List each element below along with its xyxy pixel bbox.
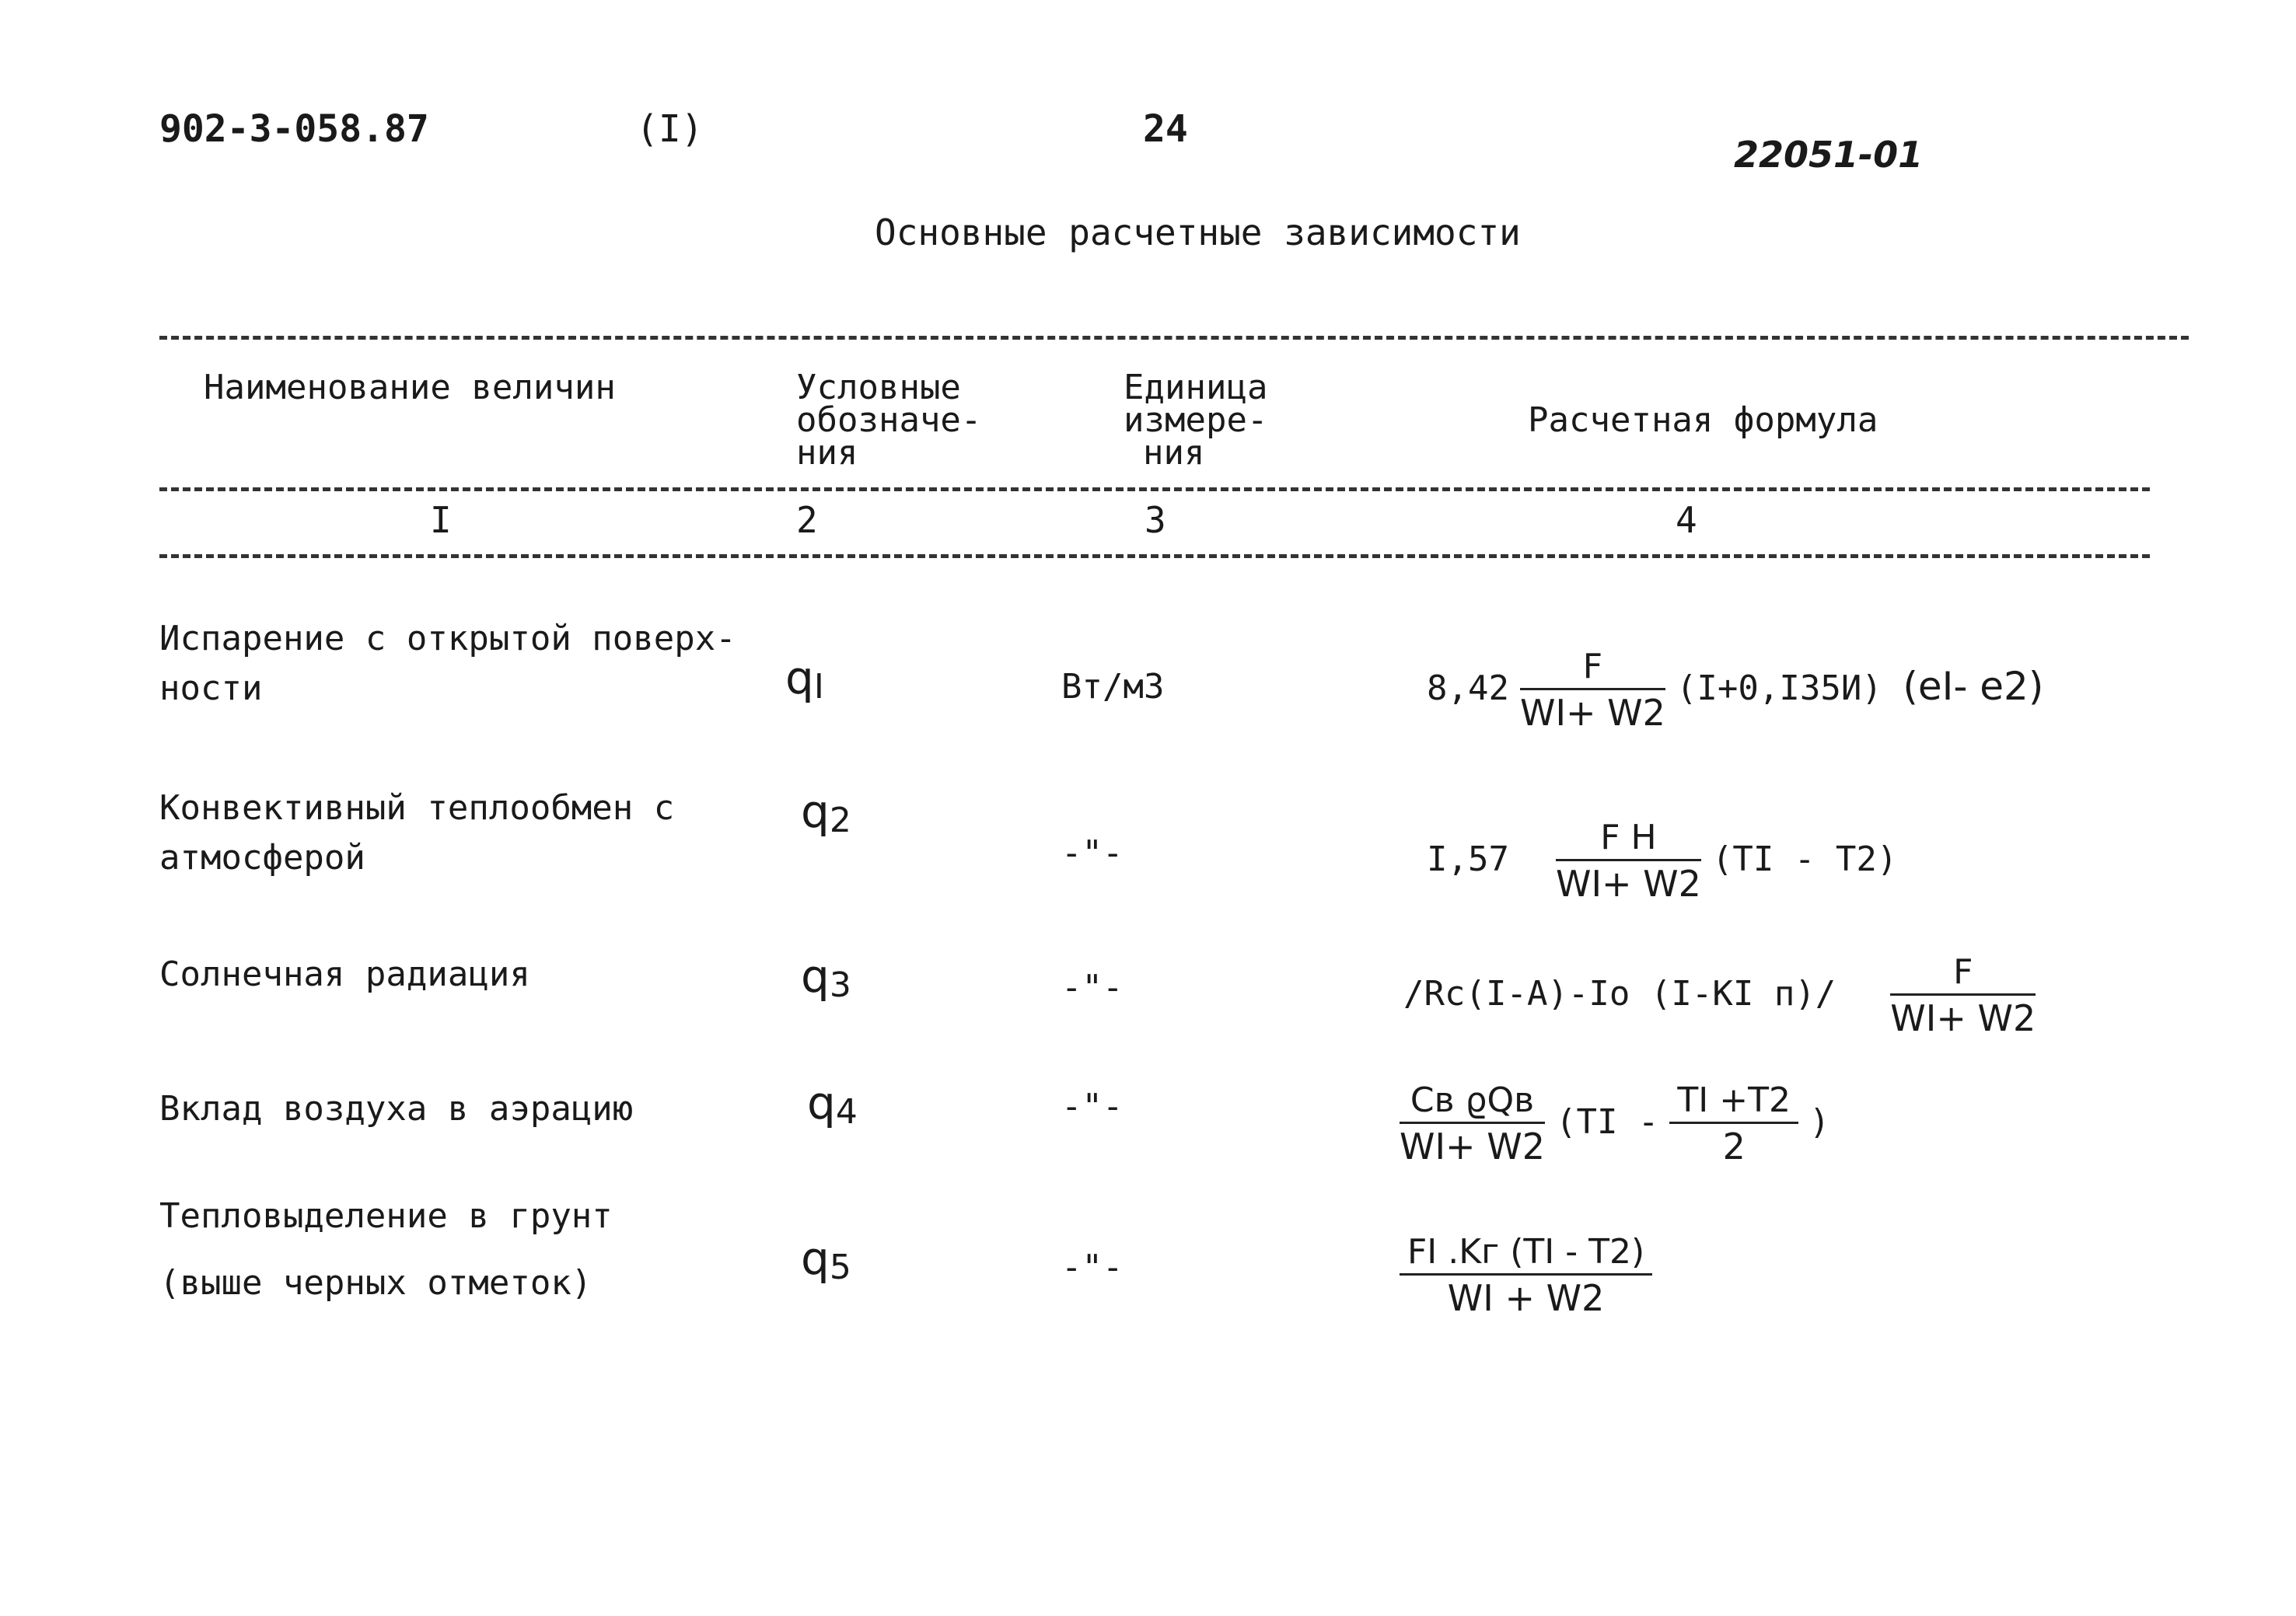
row-formula: [1403, 952, 2046, 1039]
row-formula: [1400, 1232, 1663, 1319]
row-name: [159, 784, 674, 883]
formula-fraction: [1556, 818, 1701, 905]
inner-fraction-numerator: TI +T2: [1669, 1080, 1798, 1124]
symbol-subscript: 3: [829, 965, 851, 1005]
row-name: [159, 1183, 613, 1317]
fraction-numerator: Cв ϱQв: [1400, 1080, 1545, 1124]
column-header-formula: Расчетная формула: [1528, 400, 1878, 440]
symbol-letter: q: [801, 785, 830, 838]
document-code: 902-3-058.87: [159, 107, 429, 151]
row-symbol: [785, 651, 824, 707]
row-formula: [1400, 1080, 1830, 1167]
symbol-letter: q: [785, 651, 814, 704]
fraction-denominator: WI + W2: [1447, 1277, 1605, 1319]
column-header-unit-line1: Единица: [1124, 368, 1268, 407]
formula-middle: (TI -: [1555, 1102, 1659, 1142]
table-top-rule: [159, 336, 2189, 340]
column-header-symbol: [796, 368, 982, 473]
fraction-numerator: F: [1520, 647, 1665, 690]
archive-stamp: 22051-01: [1734, 134, 1924, 176]
page-title: Основные расчетные зависимости: [875, 211, 1521, 253]
fraction-denominator: WI+ W2: [1400, 1126, 1545, 1167]
fraction-denominator: WI+ W2: [1555, 863, 1701, 905]
fraction-numerator: FI .Kг (TI - T2): [1400, 1232, 1652, 1276]
column-header-unit-line2: измере-: [1124, 400, 1268, 440]
row-name-line2: (выше черных отметок): [159, 1263, 592, 1303]
formula-suffix: (TI - T2): [1711, 839, 1898, 879]
part-number: (I): [636, 107, 704, 151]
row-name-line2: атмосферой: [159, 838, 365, 878]
row-name-line1: Солнечная радиация: [159, 955, 530, 994]
formula-fraction: [1400, 1232, 1652, 1319]
row-name: [159, 614, 736, 714]
row-name-line1: Вклад воздуха в аэрацию: [159, 1089, 634, 1129]
row-name: [159, 1084, 633, 1134]
row-symbol: [801, 1232, 851, 1287]
formula-tail: (eI- e2): [1903, 664, 2044, 709]
column-header-symbol-line2: обозначе-: [796, 400, 982, 440]
formula-fraction: [1890, 952, 2036, 1039]
formula-prefix: 8,42: [1427, 668, 1509, 708]
column-header-unit: [1124, 368, 1268, 473]
symbol-subscript: 2: [829, 801, 851, 840]
row-unit: -"-: [1061, 1087, 1124, 1126]
fraction-numerator: F: [1890, 952, 2036, 996]
symbol-subscript: 4: [835, 1092, 858, 1132]
column-number-4: 4: [1676, 499, 1697, 541]
row-formula: [1427, 647, 2043, 734]
row-name-line2: ности: [159, 668, 263, 708]
row-name-line1: Испарение с открытой поверх-: [159, 619, 736, 658]
fraction-numerator: F H: [1556, 818, 1701, 861]
header-bottom-rule: [159, 487, 2150, 491]
formula-suffix: (I+0,I35И): [1676, 668, 1882, 708]
symbol-letter: q: [801, 950, 830, 1003]
row-symbol: [801, 785, 851, 840]
row-name-line1: Тепловыделение в грунт: [159, 1196, 613, 1236]
formula-prefix: I,57: [1427, 839, 1509, 879]
row-formula: [1427, 818, 1897, 905]
formula-fraction: [1400, 1080, 1545, 1167]
row-unit: -"-: [1061, 968, 1124, 1007]
column-header-symbol-line3: ния: [796, 433, 858, 473]
column-header-symbol-line1: Условные: [796, 368, 961, 407]
fraction-denominator: WI+ W2: [1519, 692, 1665, 734]
column-number-3: 3: [1145, 499, 1166, 541]
formula-inner-fraction: [1669, 1080, 1798, 1167]
row-name: [159, 950, 530, 1000]
row-name-line1: Конвективный теплообмен с: [159, 788, 675, 828]
symbol-letter: q: [807, 1077, 836, 1129]
symbol-subscript: 5: [829, 1248, 851, 1287]
column-number-2: 2: [796, 499, 818, 541]
formula-prefix: /Rc(I-A)-Io (I-KI п)/: [1403, 974, 1836, 1014]
row-unit: -"-: [1061, 1248, 1124, 1287]
symbol-subscript: I: [813, 667, 824, 707]
formula-close: ): [1809, 1102, 1830, 1142]
page-number: 24: [1143, 107, 1188, 151]
fraction-denominator: WI+ W2: [1890, 997, 2036, 1039]
column-header-unit-line3: ния: [1143, 433, 1205, 473]
row-unit: Вт/м3: [1061, 667, 1165, 707]
row-symbol: [801, 950, 851, 1005]
symbol-letter: q: [801, 1232, 830, 1285]
row-symbol: [807, 1077, 858, 1132]
inner-fraction-denominator: 2: [1722, 1126, 1746, 1167]
formula-fraction: [1520, 647, 1665, 734]
row-unit: -"-: [1061, 833, 1124, 873]
column-number-1: I: [430, 499, 452, 541]
column-header-name: Наименование величин: [204, 368, 616, 407]
column-numbers-bottom-rule: [159, 554, 2150, 558]
